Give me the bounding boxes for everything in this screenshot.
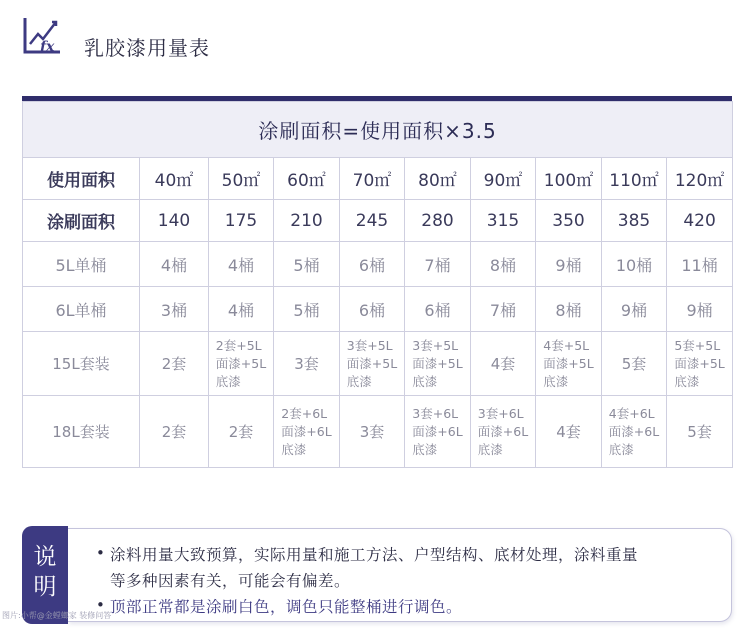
table-cell (602, 396, 667, 468)
table-cell: 420 (667, 200, 733, 242)
table-cell (405, 332, 471, 396)
bullet-icon: • (96, 596, 105, 614)
table-cell: 6桶 (405, 287, 471, 332)
table-cell (340, 332, 405, 396)
note-line-2: 等多种因素有关，可能会有偏差。 (110, 572, 351, 590)
cell-text: 4套+5L 面漆+5L 底漆 (543, 337, 594, 389)
table-cell (274, 396, 340, 468)
table-cell: 10桶 (602, 242, 667, 287)
table-cell: 6桶 (340, 287, 405, 332)
table-cell: 7桶 (471, 287, 536, 332)
table-cell: 40㎡ (140, 158, 209, 200)
table-cell: 2套 (140, 332, 209, 396)
table-cell: 90㎡ (471, 158, 536, 200)
bullet-icon: • (96, 544, 105, 562)
watermark: 图片:小帮@金螳螂家 装修问答 (2, 611, 112, 620)
table-cell: 6桶 (340, 242, 405, 287)
row-header: 18L套装 (23, 396, 140, 468)
table-cell: 5桶 (274, 287, 340, 332)
svg-text:fx: fx (40, 39, 55, 55)
table-cell: 8桶 (536, 287, 602, 332)
chart-function-icon (22, 14, 66, 58)
table-cell (536, 332, 602, 396)
table-row (23, 396, 733, 468)
table-cell: 4桶 (140, 242, 209, 287)
table-cell: 5套 (667, 396, 733, 468)
table-cell: 4套 (536, 396, 602, 468)
table-cell: 9桶 (536, 242, 602, 287)
cell-text: 4套+6L 面漆+6L 底漆 (608, 405, 660, 457)
note-tab-label (22, 542, 68, 602)
note-tab-char: 明 (33, 574, 57, 600)
row-header: 涂刷面积 (23, 200, 140, 242)
table-cell: 8桶 (471, 242, 536, 287)
cell-text: 5套+5L 面漆+5L 底漆 (674, 337, 725, 389)
table-cell: 3套 (340, 396, 405, 468)
table-cell: 2套 (209, 396, 274, 468)
cell-text: 3套+6L 面漆+6L 底漆 (477, 405, 529, 457)
table-row (23, 158, 733, 200)
cell-text: 3套+6L 面漆+6L 底漆 (412, 405, 463, 457)
table-cell: 4套 (471, 332, 536, 396)
row-header: 6L单桶 (23, 287, 140, 332)
table-cell: 4桶 (209, 242, 274, 287)
table-cell (667, 332, 733, 396)
paint-usage-table (22, 96, 732, 468)
table-cell: 4桶 (209, 287, 274, 332)
table-cell: 9桶 (602, 287, 667, 332)
formula-cell: 涂刷面积=使用面积×3.5 (23, 102, 733, 158)
table-cell: 385 (602, 200, 667, 242)
table-cell: 280 (405, 200, 471, 242)
table-cell: 245 (340, 200, 405, 242)
table-cell: 315 (471, 200, 536, 242)
table-cell: 140 (140, 200, 209, 242)
table-cell: 3桶 (140, 287, 209, 332)
table-cell (471, 396, 536, 468)
cell-text: 2套+6L 面漆+6L 底漆 (281, 405, 332, 457)
table-cell: 120㎡ (667, 158, 733, 200)
row-header: 5L单桶 (23, 242, 140, 287)
table-cell: 9桶 (667, 287, 733, 332)
note-panel (22, 526, 732, 624)
note-box (68, 528, 732, 622)
table-cell: 5套 (602, 332, 667, 396)
table-cell (209, 332, 274, 396)
page-title: 乳胶漆用量表 (84, 36, 210, 60)
cell-text: 2套+5L 面漆+5L 底漆 (215, 337, 267, 389)
table-row (23, 287, 733, 332)
row-header: 15L套装 (23, 332, 140, 396)
cell-text: 3套+5L 面漆+5L 底漆 (346, 337, 398, 389)
table-cell: 210 (274, 200, 340, 242)
table-row (23, 332, 733, 396)
table-cell: 11桶 (667, 242, 733, 287)
table-cell: 3套 (274, 332, 340, 396)
row-header: 使用面积 (23, 158, 140, 200)
table-cell: 110㎡ (602, 158, 667, 200)
table-cell: 175 (209, 200, 274, 242)
table-cell: 60㎡ (274, 158, 340, 200)
table-cell: 2套 (140, 396, 209, 468)
table-cell: 100㎡ (536, 158, 602, 200)
note-line-1: 涂料用量大致预算，实际用量和施工方法、户型结构、底材处理，涂料重量 (110, 546, 639, 564)
cell-text: 3套+5L 面漆+5L 底漆 (412, 337, 463, 389)
table-cell: 80㎡ (405, 158, 471, 200)
table-cell: 50㎡ (209, 158, 274, 200)
table-cell: 5桶 (274, 242, 340, 287)
table-cell: 350 (536, 200, 602, 242)
note-tab-char: 说 (33, 544, 57, 570)
table-row (23, 200, 733, 242)
table-cell: 70㎡ (340, 158, 405, 200)
header (22, 14, 422, 62)
table-row (23, 242, 733, 287)
table-cell: 7桶 (405, 242, 471, 287)
table-cell (405, 396, 471, 468)
note-line-3: 顶部正常都是涂刷白色，调色只能整桶进行调色。 (110, 598, 463, 616)
